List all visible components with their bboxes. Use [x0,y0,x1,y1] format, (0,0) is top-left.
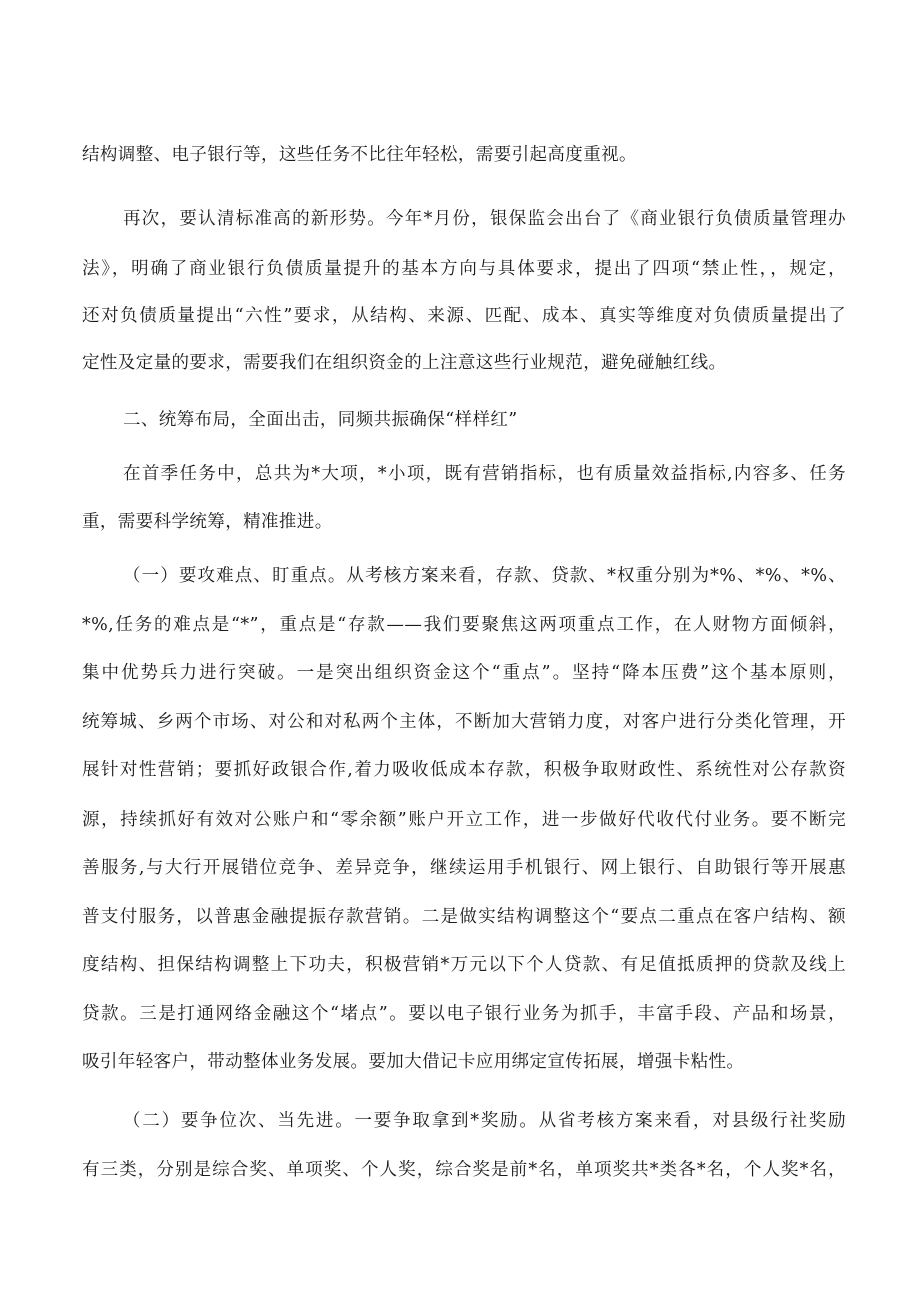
text-line: 展针对性营销；要抓好政银合作,着力吸收低成本存款，积极争取财政性、系统性对公存款资 [82,760,846,780]
text-line: 度结构、担保结构调整上下功夫，积极营销*万元以下个人贷款、有足值抵质押的贷款及线上 [82,955,846,975]
paragraph-start-line: 再次，要认清标准高的新形势。今年*月份，银保监会出台了《商业银行负债质量管理办 [123,209,846,229]
text-line: 有三类，分别是综合奖、单项奖、个人奖，综合奖是前*名，单项奖共*类各*名，个人奖*名， [82,1160,846,1180]
subsection-heading-line: （二）要争位次、当先进。一要争取拿到*奖励。从省考核方案来看，对县级行社奖励 [123,1111,846,1131]
text-line: 重，需要科学统筹，精准推进。 [82,512,333,532]
text-line: 结构调整、电子银行等，这些任务不比往年轻松，需要引起高度重视。 [82,145,637,165]
section-heading: 二、统筹布局，全面出击，同频共振确保“样样红” [123,410,518,430]
subsection-heading-line: （一）要攻难点、盯重点。从考核方案来看，存款、贷款、*权重分别为*%、*%、*%、 [123,566,846,586]
text-line: 善服务,与大行开展错位竞争、差异竞争，继续运用手机银行、网上银行、自助银行等开展惠 [82,858,846,878]
text-line: 吸引年轻客户，带动整体业务发展。要加大借记卡应用绑定宣传拓展，增强卡粘性。 [82,1052,745,1072]
text-line: 还对负债质量提出“六性”要求，从结构、来源、匹配、成本、真实等维度对负债质量提出了 [82,306,846,326]
text-line: 集中优势兵力进行突破。一是突出组织资金这个“重点”。坚持“降本压费”这个基本原则， [82,663,846,683]
text-line: 统筹城、乡两个市场、对公和对私两个主体，不断加大营销力度，对客户进行分类化管理，开 [82,712,846,732]
text-line: 贷款。三是打通网络金融这个“堵点”。要以电子银行业务为抓手，丰富手段、产品和场景， [82,1004,846,1024]
text-line: 源，持续抓好有效对公账户和“零余额”账户开立工作，进一步做好代收代付业务。要不断完 [82,810,846,830]
text-line: 定性及定量的要求，需要我们在组织资金的上注意这些行业规范，避免碰触红线。 [82,353,727,373]
text-line: 普支付服务，以普惠金融提振存款营销。二是做实结构调整这个“要点二重点在客户结构、额 [82,907,846,927]
paragraph-start-line: 在首季任务中，总共为*大项，*小项，既有营销指标，也有质量效益指标,内容多、任务 [123,464,846,484]
text-line: *%,任务的难点是“*”，重点是“存款——我们要聚焦这两项重点工作，在人财物方面倾斜， [82,615,846,635]
text-line: 法》，明确了商业银行负债质量提升的基本方向与具体要求，提出了四项“禁止性，，规定， [82,259,846,279]
